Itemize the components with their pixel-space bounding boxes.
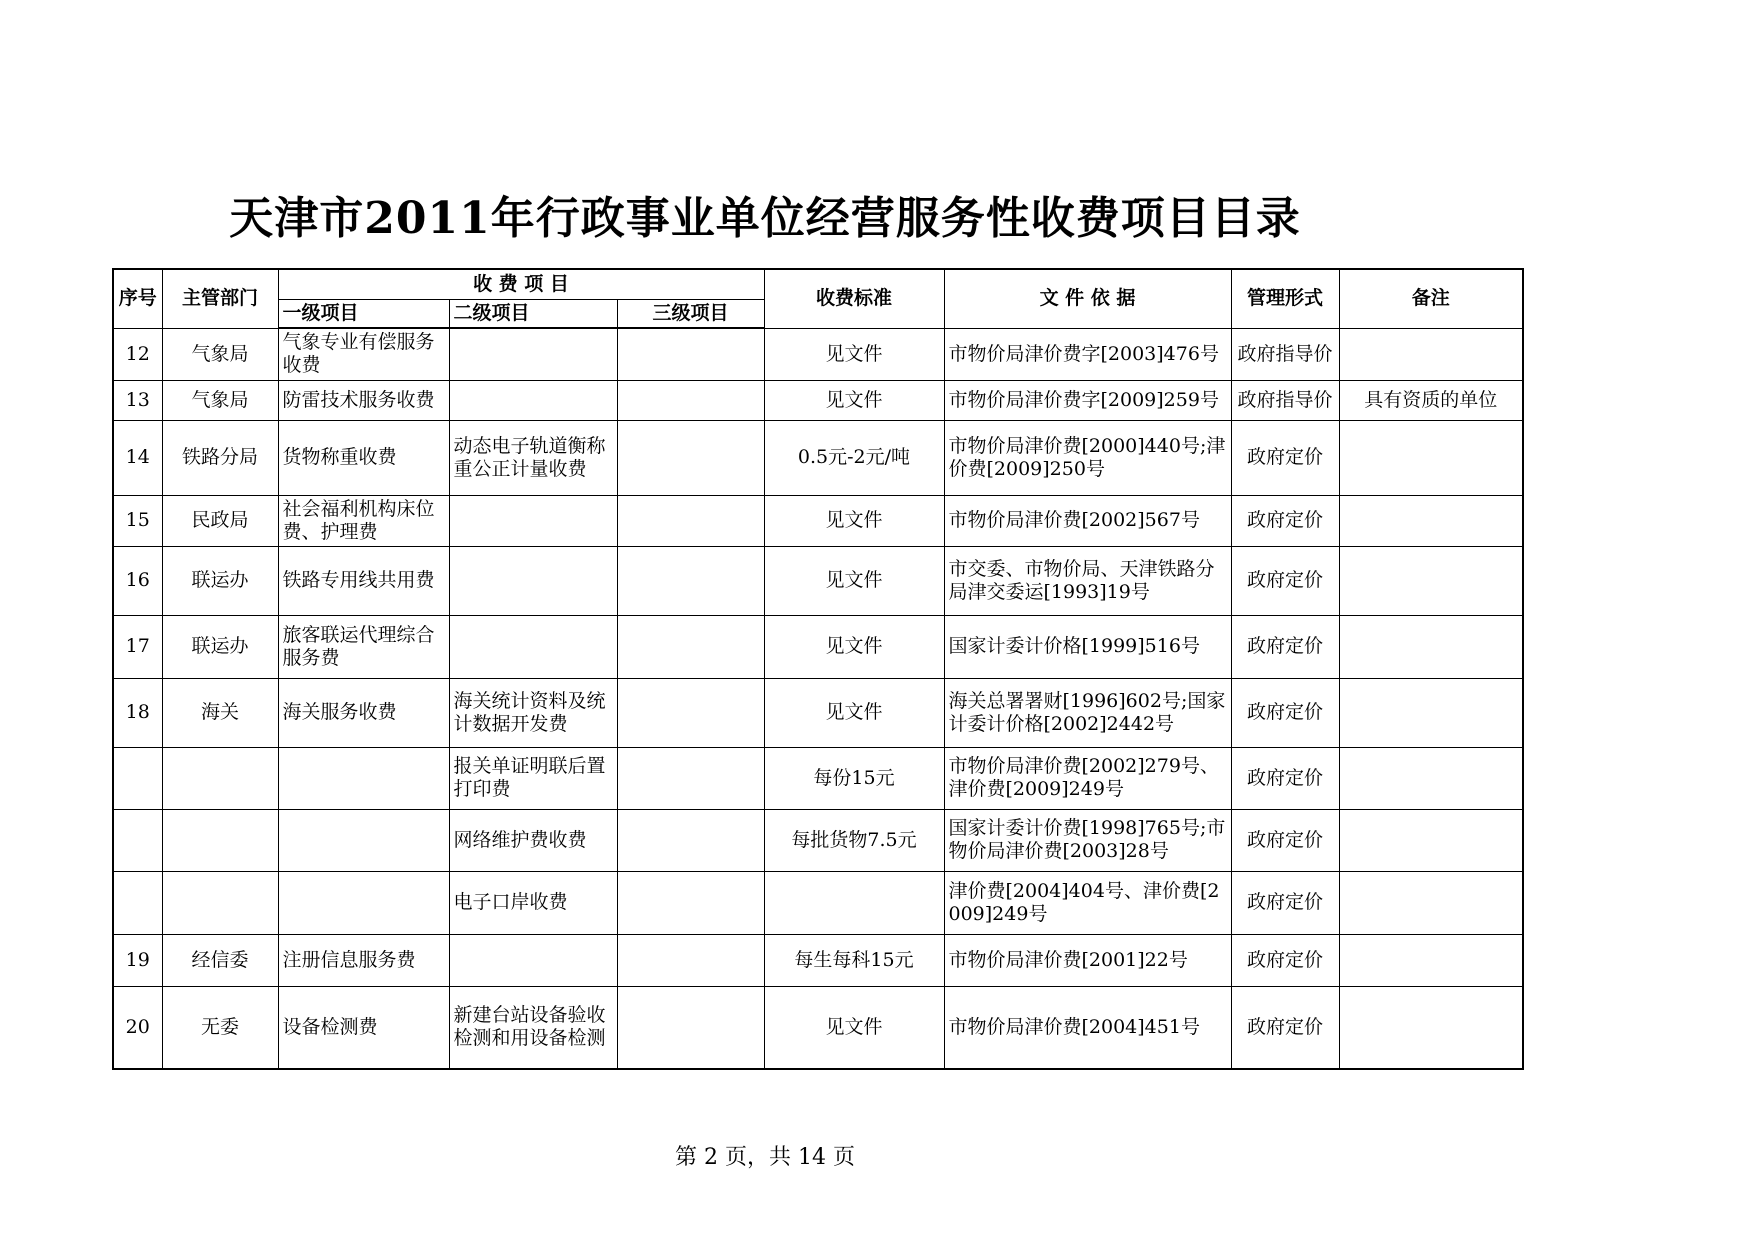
cell-basis: 市物价局津价费[2004]451号 [944, 986, 1231, 1069]
cell-level3 [617, 380, 764, 420]
cell-level3 [617, 747, 764, 809]
cell-basis: 市物价局津价费[2001]22号 [944, 934, 1231, 986]
cell-dept: 经信委 [162, 934, 278, 986]
cell-seq [113, 747, 162, 809]
cell-level2 [449, 380, 617, 420]
cell-seq: 20 [113, 986, 162, 1069]
cell-remark [1339, 420, 1523, 495]
cell-basis: 国家计委计价格[1999]516号 [944, 615, 1231, 678]
cell-basis: 津价费[2004]404号、津价费[2009]249号 [944, 871, 1231, 934]
header-items-group: 收 费 项 目 [278, 269, 764, 299]
cell-standard [764, 871, 944, 934]
cell-dept [162, 871, 278, 934]
table-row [113, 546, 1523, 615]
cell-basis: 市物价局津价费[2002]567号 [944, 495, 1231, 546]
table-row [113, 420, 1523, 495]
header-basis: 文 件 依 据 [944, 269, 1231, 328]
cell-seq [113, 871, 162, 934]
cell-mgmt: 政府定价 [1231, 420, 1339, 495]
cell-basis: 市交委、市物价局、天津铁路分局津交委运[1993]19号 [944, 546, 1231, 615]
cell-mgmt: 政府定价 [1231, 871, 1339, 934]
header-dept: 主管部门 [162, 269, 278, 328]
cell-level3 [617, 615, 764, 678]
cell-level2: 新建台站设备验收检测和用设备检测 [449, 986, 617, 1069]
cell-level2: 报关单证明联后置打印费 [449, 747, 617, 809]
table-row [113, 747, 1523, 809]
cell-dept [162, 809, 278, 871]
cell-dept: 民政局 [162, 495, 278, 546]
cell-basis: 市物价局津价费[2000]440号;津价费[2009]250号 [944, 420, 1231, 495]
page-title: 天津市2011年行政事业单位经营服务性收费项目目录 [229, 193, 1301, 244]
cell-level1 [278, 871, 449, 934]
cell-level3 [617, 420, 764, 495]
table-row [113, 380, 1523, 420]
cell-level1 [278, 747, 449, 809]
cell-level3 [617, 546, 764, 615]
table-row [113, 986, 1523, 1069]
cell-level3 [617, 328, 764, 380]
cell-remark [1339, 615, 1523, 678]
cell-level2 [449, 615, 617, 678]
cell-standard: 见文件 [764, 380, 944, 420]
cell-seq: 17 [113, 615, 162, 678]
cell-dept: 气象局 [162, 328, 278, 380]
cell-level2 [449, 495, 617, 546]
fee-table [112, 268, 1524, 1070]
cell-level3 [617, 809, 764, 871]
cell-level1: 海关服务收费 [278, 678, 449, 747]
cell-level2: 海关统计资料及统计数据开发费 [449, 678, 617, 747]
cell-dept: 联运办 [162, 546, 278, 615]
cell-basis: 市物价局津价费字[2009]259号 [944, 380, 1231, 420]
cell-standard: 每生每科15元 [764, 934, 944, 986]
cell-level1 [278, 809, 449, 871]
cell-seq: 14 [113, 420, 162, 495]
cell-level3 [617, 934, 764, 986]
cell-standard: 见文件 [764, 986, 944, 1069]
cell-mgmt: 政府定价 [1231, 495, 1339, 546]
table-row [113, 678, 1523, 747]
cell-standard: 见文件 [764, 495, 944, 546]
cell-seq: 13 [113, 380, 162, 420]
table-row [113, 328, 1523, 380]
cell-mgmt: 政府指导价 [1231, 328, 1339, 380]
cell-basis: 市物价局津价费[2002]279号、津价费[2009]249号 [944, 747, 1231, 809]
table-row [113, 934, 1523, 986]
cell-level1: 铁路专用线共用费 [278, 546, 449, 615]
cell-level3 [617, 871, 764, 934]
cell-seq: 18 [113, 678, 162, 747]
cell-dept: 气象局 [162, 380, 278, 420]
header-seq: 序号 [113, 269, 162, 328]
cell-standard: 见文件 [764, 546, 944, 615]
cell-basis: 市物价局津价费字[2003]476号 [944, 328, 1231, 380]
table-row [113, 615, 1523, 678]
cell-dept: 铁路分局 [162, 420, 278, 495]
cell-standard: 见文件 [764, 328, 944, 380]
header-level3: 三级项目 [617, 299, 764, 328]
cell-mgmt: 政府定价 [1231, 546, 1339, 615]
cell-level1: 社会福利机构床位费、护理费 [278, 495, 449, 546]
cell-level3 [617, 986, 764, 1069]
cell-basis: 海关总署署财[1996]602号;国家计委计价格[2002]2442号 [944, 678, 1231, 747]
cell-level1: 设备检测费 [278, 986, 449, 1069]
cell-basis: 国家计委计价费[1998]765号;市物价局津价费[2003]28号 [944, 809, 1231, 871]
cell-mgmt: 政府定价 [1231, 615, 1339, 678]
cell-remark [1339, 986, 1523, 1069]
cell-level3 [617, 678, 764, 747]
cell-level2 [449, 328, 617, 380]
cell-dept: 无委 [162, 986, 278, 1069]
cell-remark [1339, 809, 1523, 871]
cell-level1: 旅客联运代理综合服务费 [278, 615, 449, 678]
cell-seq: 19 [113, 934, 162, 986]
cell-mgmt: 政府定价 [1231, 678, 1339, 747]
cell-mgmt: 政府定价 [1231, 747, 1339, 809]
cell-remark [1339, 678, 1523, 747]
cell-mgmt: 政府定价 [1231, 934, 1339, 986]
header-mgmt: 管理形式 [1231, 269, 1339, 328]
header-remark: 备注 [1339, 269, 1523, 328]
cell-standard: 每批货物7.5元 [764, 809, 944, 871]
cell-remark [1339, 546, 1523, 615]
cell-level3 [617, 495, 764, 546]
cell-level2 [449, 546, 617, 615]
cell-standard: 每份15元 [764, 747, 944, 809]
table-row [113, 809, 1523, 871]
cell-level1: 气象专业有偿服务收费 [278, 328, 449, 380]
cell-dept [162, 747, 278, 809]
cell-remark [1339, 328, 1523, 380]
cell-seq: 16 [113, 546, 162, 615]
cell-remark [1339, 747, 1523, 809]
cell-level1: 防雷技术服务收费 [278, 380, 449, 420]
cell-level2: 电子口岸收费 [449, 871, 617, 934]
cell-standard: 见文件 [764, 678, 944, 747]
cell-mgmt: 政府指导价 [1231, 380, 1339, 420]
cell-dept: 联运办 [162, 615, 278, 678]
header-level2: 二级项目 [449, 299, 617, 328]
cell-remark [1339, 934, 1523, 986]
header-standard: 收费标准 [764, 269, 944, 328]
cell-level1: 注册信息服务费 [278, 934, 449, 986]
cell-level2: 动态电子轨道衡称重公正计量收费 [449, 420, 617, 495]
cell-remark [1339, 871, 1523, 934]
page-footer: 第 2 页，共 14 页 [675, 1145, 855, 1170]
cell-standard: 0.5元-2元/吨 [764, 420, 944, 495]
cell-mgmt: 政府定价 [1231, 809, 1339, 871]
table-row [113, 871, 1523, 934]
cell-mgmt: 政府定价 [1231, 986, 1339, 1069]
cell-standard: 见文件 [764, 615, 944, 678]
cell-remark [1339, 495, 1523, 546]
table-row [113, 495, 1523, 546]
cell-seq: 12 [113, 328, 162, 380]
cell-level1: 货物称重收费 [278, 420, 449, 495]
cell-level2: 网络维护费收费 [449, 809, 617, 871]
cell-seq: 15 [113, 495, 162, 546]
cell-level2 [449, 934, 617, 986]
cell-dept: 海关 [162, 678, 278, 747]
header-level1: 一级项目 [278, 299, 449, 328]
cell-remark: 具有资质的单位 [1339, 380, 1523, 420]
cell-seq [113, 809, 162, 871]
